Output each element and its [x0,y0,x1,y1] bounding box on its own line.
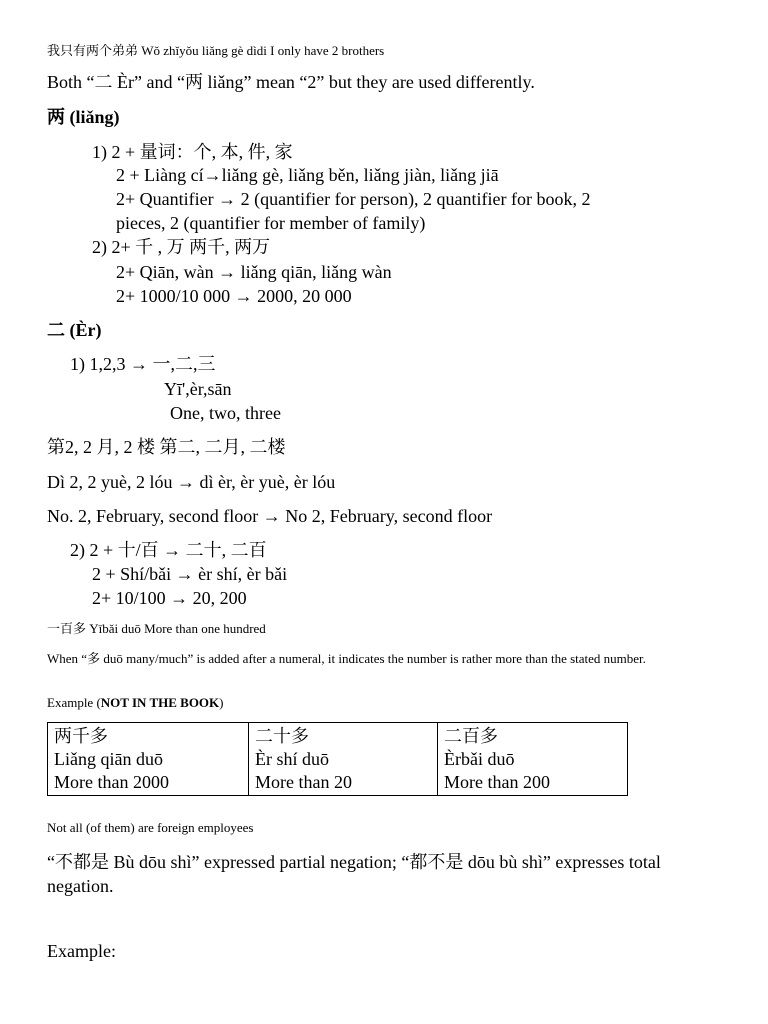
liang-item-1-english [116,190,591,208]
di-english-a: No. 2, February, second floor [47,506,263,526]
yibai-line [47,622,266,635]
liang-item-2 [92,238,270,256]
duo-note-text-1: When “ [47,651,88,666]
example-label-pre: Example ( [47,695,101,710]
intro-text-2: Èr” and “ [112,72,185,92]
intro-sentence [47,73,535,91]
liang-item-1-chars: 量词：个, 本, 件, 家 [139,142,293,162]
er-bai-chars: 二百 [230,540,267,560]
yibai-text: Yībǎi duō More than one hundred [86,621,266,636]
bu-dou-shi-chars: 不都是 [55,852,109,872]
intro-char-er: 二 [94,72,113,92]
not-all-line: Not all (of them) are foreign employees [47,820,254,835]
negation-text-1: “ [47,852,55,872]
er-item-2 [70,541,267,559]
liang-item-1-number: 1) 2 + [92,142,140,162]
yibai-hanzi: 一百多 [47,621,87,636]
negation-paragraph [47,850,727,898]
right-arrow-icon [130,354,148,374]
duo-char: 多 [87,651,101,666]
er-item-2-numbers-b: 20, 200 [188,588,247,608]
di-line [47,438,286,456]
di-pinyin-line [47,473,335,491]
liang-item-2-number: 2) 2+ [92,237,136,257]
er-lou-chars: 二楼 [249,437,286,457]
example-bottom: Example: [47,941,116,961]
right-arrow-icon [204,165,222,185]
table-cell [438,723,628,796]
di-pinyin-b: dì èr, èr yuè, èr lóu [195,472,336,492]
liang-heading-char: 两 [47,107,65,127]
er-item-2-slash: / [135,540,141,560]
example-table [47,722,628,796]
lou-char: 楼 [137,437,155,457]
er-shi-chars: 二十 [185,540,222,560]
example-label-bold: NOT IN THE BOOK [100,695,220,710]
er-heading [47,321,101,339]
liang-item-2-pinyin-a: 2+ Qiān, wàn [116,262,219,282]
liang-item-1 [92,143,293,161]
example-label [47,696,224,709]
liang-item-2-char-1: 千 [135,237,154,257]
intro-text-1: Both “ [47,72,95,92]
title-hanzi: 我只有两个弟弟 [47,43,139,58]
cell-hanzi: 两千多 [54,726,108,746]
di-sep-2: , [240,437,250,457]
er-item-2-pinyin [92,565,287,583]
cell-pinyin: Èrbǎi duō [444,749,515,769]
cell-pinyin: Èr shí duō [255,749,329,769]
cell-english: More than 200 [444,772,550,792]
right-arrow-icon [176,564,194,584]
er-item-1-english: One, two, three [170,403,281,423]
di-pinyin-a: Dì 2, 2 yuè, 2 lóu [47,472,177,492]
cell-pinyin: Liǎng qiān duō [54,749,163,769]
table-cell [48,723,249,796]
di-english-b: No 2, February, second floor [280,506,493,526]
liang-item-2-numbers-a: 2+ 1000/10 000 [116,286,235,306]
cell-hanzi: 二百多 [444,726,498,746]
liang-item-2-numbers [116,287,352,305]
er-item-2-numbers-a: 2+ 10/100 [92,588,171,608]
er-item-1-number: 1) 1,2,3 [70,354,130,374]
er-item-2-pinyin-a: 2 + Shí/bǎi [92,564,176,584]
liang-item-2-pinyin [116,263,392,281]
cell-english: More than 2000 [54,772,169,792]
dou-bu-shi-chars: 都不是 [409,852,464,872]
right-arrow-icon [235,286,253,306]
cell-english: More than 20 [255,772,352,792]
liang-item-2-sep-2: , [225,237,235,257]
er-item-2-number: 2) 2 + [70,540,118,560]
di-text-2: , 2 [114,437,137,457]
liang-item-2-char-3: 两万 [234,237,271,257]
liang-item-2-char-2: 万 两千 [166,237,226,257]
cell-hanzi: 二十多 [255,726,309,746]
liang-item-1-english-a: 2+ Quantifier [116,189,219,209]
liang-item-1-english-b: 2 (quantifier for person), 2 quantifier for book, 2 [236,189,591,209]
example-label-post: ) [219,695,224,710]
liang-item-1-english-cont: pieces, 2 (quantifier for member of family) [116,213,426,233]
duo-note [47,650,727,668]
er-item-2-pinyin-b: èr shí, èr bǎi [193,564,288,584]
duo-note-text-2: duō many/much” is added after a numeral, it indicates the number is rather more than the stated number. [100,651,646,666]
negation-text-2: Bù dōu shì” expressed partial negation; “ [109,852,410,872]
liang-item-2-sep-1: , [153,237,167,257]
table-row [48,723,628,796]
er-yue-chars: 二月 [204,437,241,457]
bai-char: 百 [140,540,159,560]
table-cell [249,723,438,796]
yue-char: 月 [96,437,115,457]
right-arrow-icon [177,472,195,492]
intro-text-3: liǎng” mean “2” but they are used differently. [202,72,535,92]
liang-item-2-numbers-b: 2000, 20 000 [252,286,352,306]
er-heading-char: 二 [47,320,65,340]
er-item-1-chars: 一,二,三 [152,354,216,374]
right-arrow-icon [218,262,236,282]
liang-item-2-pinyin-b: liǎng qiān, liǎng wàn [236,262,392,282]
di-er-chars: 第二 [159,437,196,457]
intro-char-liang: 两 [184,72,203,92]
er-item-2-numbers [92,589,247,607]
title-text: Wǒ zhǐyǒu liǎng gè dìdi I only have 2 brothers [141,43,385,58]
right-arrow-icon [263,506,281,526]
er-item-1-pinyin: Yī',èr,sān [164,379,232,399]
liang-item-1-pinyin [116,166,499,184]
di-english-line [47,507,492,525]
di-char: 第 [47,437,65,457]
di-sep-1: , [195,437,205,457]
er-heading-text: (Èr) [65,320,102,340]
er-item-2-sep: , [221,540,231,560]
right-arrow-icon [170,588,188,608]
right-arrow-icon [163,540,181,560]
liang-heading-text: (liǎng) [65,107,120,127]
di-text-1: 2, 2 [65,437,97,457]
shi-char: 十 [117,540,136,560]
liang-item-1-pinyin-a: 2 + Liàng cí [116,165,204,185]
negation-text-3: dōu bù shì” expresses total negation. [47,852,661,896]
liang-item-1-pinyin-b: liǎng gè, liǎng běn, liǎng jiàn, liǎng jiā [221,165,499,185]
title-line [47,44,384,57]
er-item-1 [70,355,216,373]
right-arrow-icon [218,189,236,209]
liang-heading [47,108,120,126]
